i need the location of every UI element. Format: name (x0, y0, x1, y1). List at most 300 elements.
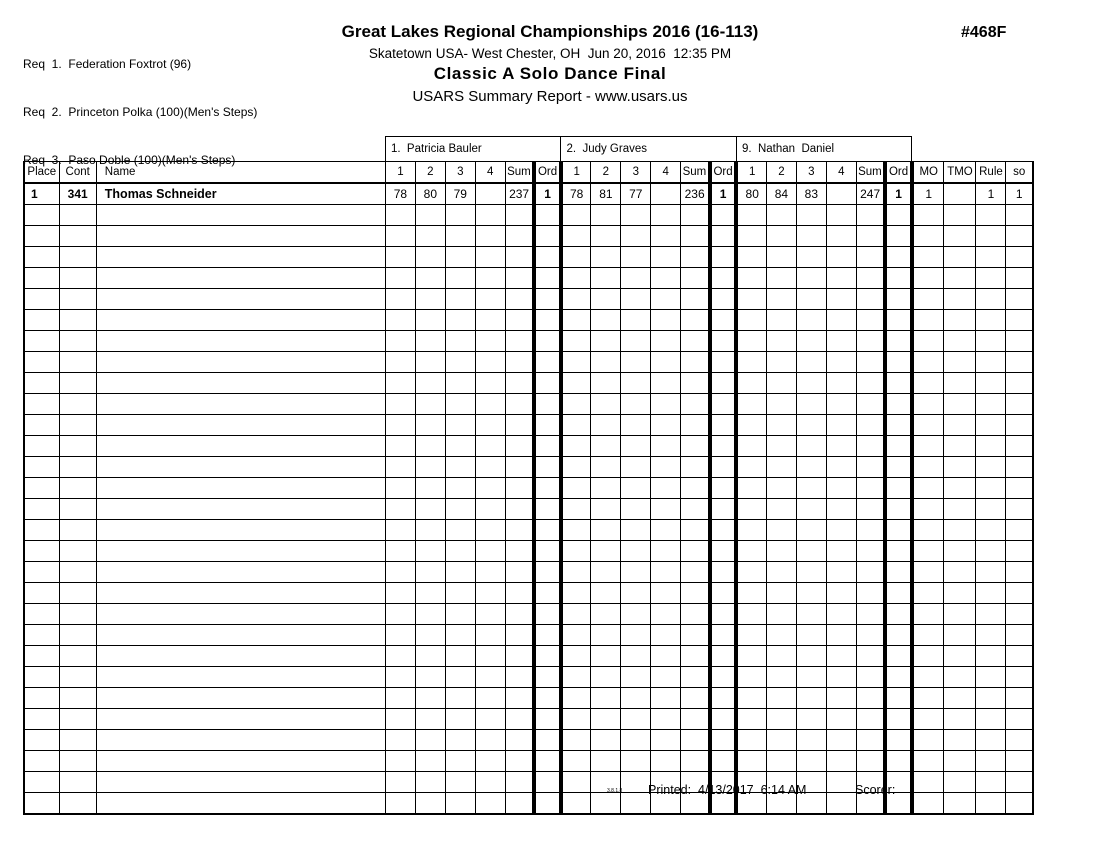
score-cell (385, 520, 415, 541)
column-header-score-3: 3 (796, 162, 826, 184)
name-cell (96, 268, 385, 289)
tmo-cell (944, 541, 976, 562)
sum-cell (856, 646, 885, 667)
name-cell: Thomas Schneider (96, 183, 385, 205)
name-cell (96, 352, 385, 373)
score-cell (796, 667, 826, 688)
ord-cell (885, 415, 912, 436)
place-cell (24, 331, 59, 352)
score-cell (621, 205, 651, 226)
score-cell (475, 499, 505, 520)
score-cell (415, 331, 445, 352)
score-cell (445, 247, 475, 268)
tmo-cell (944, 688, 976, 709)
place-cell (24, 772, 59, 793)
score-cell (385, 394, 415, 415)
score-cell (561, 352, 591, 373)
score-cell (445, 436, 475, 457)
score-cell (826, 289, 856, 310)
place-cell (24, 625, 59, 646)
score-cell (766, 310, 796, 331)
so-cell: 1 (1006, 183, 1033, 205)
score-cell (796, 604, 826, 625)
sum-cell (856, 604, 885, 625)
rule-cell (976, 499, 1006, 520)
score-cell (415, 604, 445, 625)
sum-cell (681, 226, 710, 247)
score-cell (475, 205, 505, 226)
score-cell (796, 688, 826, 709)
mo-cell (912, 499, 944, 520)
cont-cell (59, 478, 96, 499)
score-cell (475, 772, 505, 793)
score-cell (475, 478, 505, 499)
score-cell (651, 541, 681, 562)
cont-cell (59, 289, 96, 310)
score-cell (561, 730, 591, 751)
place-cell (24, 604, 59, 625)
score-cell (591, 520, 621, 541)
place-cell (24, 541, 59, 562)
empty-row (24, 415, 1033, 436)
score-cell (826, 730, 856, 751)
cont-cell (59, 583, 96, 604)
score-cell (475, 373, 505, 394)
score-cell (591, 352, 621, 373)
sum-cell (856, 436, 885, 457)
so-cell (1006, 310, 1033, 331)
rule-cell (976, 205, 1006, 226)
rule-cell (976, 373, 1006, 394)
score-cell (826, 268, 856, 289)
score-cell (445, 625, 475, 646)
score-cell (651, 583, 681, 604)
score-cell (415, 520, 445, 541)
ord-cell (885, 646, 912, 667)
tmo-cell (944, 667, 976, 688)
place-cell (24, 268, 59, 289)
sum-cell (681, 478, 710, 499)
column-header-score-2: 2 (415, 162, 445, 184)
rule-cell (976, 541, 1006, 562)
sum-cell (681, 205, 710, 226)
score-cell (826, 562, 856, 583)
score-cell: 83 (796, 183, 826, 205)
score-cell (475, 583, 505, 604)
name-cell (96, 436, 385, 457)
ord-cell (710, 583, 737, 604)
score-cell (561, 373, 591, 394)
score-cell (445, 226, 475, 247)
score-cell (445, 457, 475, 478)
tmo-cell (944, 394, 976, 415)
score-cell (796, 457, 826, 478)
title-block (0, 22, 1100, 105)
ord-cell (534, 310, 561, 331)
score-cell (445, 331, 475, 352)
score-cell (415, 394, 445, 415)
score-cell (591, 604, 621, 625)
score-cell (415, 499, 445, 520)
score-cell (826, 478, 856, 499)
ord-cell (534, 373, 561, 394)
score-cell (561, 772, 591, 793)
score-cell (651, 415, 681, 436)
ord-cell (534, 205, 561, 226)
footer-printed: Printed: 4/13/2017 6:14 AM (648, 783, 807, 797)
name-cell (96, 688, 385, 709)
place-cell (24, 310, 59, 331)
tmo-cell (944, 625, 976, 646)
sum-cell (505, 688, 534, 709)
sum-cell (505, 352, 534, 373)
score-cell (385, 772, 415, 793)
sum-cell (681, 331, 710, 352)
sum-cell (681, 583, 710, 604)
score-cell (591, 730, 621, 751)
requirement-item: Req 3. Paso Doble (100)(Men's Steps) (23, 153, 236, 167)
score-cell (651, 310, 681, 331)
ord-cell (710, 226, 737, 247)
score-cell (591, 373, 621, 394)
score-cell (736, 688, 766, 709)
score-cell (651, 183, 681, 205)
empty-row (24, 667, 1033, 688)
empty-row (24, 730, 1033, 751)
score-cell (385, 583, 415, 604)
cont-cell (59, 247, 96, 268)
ord-cell (885, 562, 912, 583)
ord-cell: 1 (885, 183, 912, 205)
mo-cell (912, 646, 944, 667)
score-cell (475, 667, 505, 688)
cont-cell (59, 793, 96, 815)
sum-cell: 236 (681, 183, 710, 205)
score-cell (796, 331, 826, 352)
score-cell (651, 394, 681, 415)
ord-cell (710, 520, 737, 541)
name-cell (96, 331, 385, 352)
score-cell (385, 793, 415, 815)
tmo-cell (944, 268, 976, 289)
ord-cell (710, 646, 737, 667)
sum-cell (681, 562, 710, 583)
column-header-score-3: 3 (621, 162, 651, 184)
score-cell (796, 478, 826, 499)
score-cell (651, 289, 681, 310)
rule-cell (976, 394, 1006, 415)
empty-row (24, 625, 1033, 646)
score-cell (736, 667, 766, 688)
name-cell (96, 583, 385, 604)
place-cell (24, 793, 59, 815)
sum-cell (856, 205, 885, 226)
ord-cell: 1 (710, 183, 737, 205)
so-cell (1006, 352, 1033, 373)
score-cell (796, 583, 826, 604)
name-cell (96, 772, 385, 793)
ord-cell (534, 730, 561, 751)
score-cell (826, 183, 856, 205)
score-cell (591, 562, 621, 583)
score-cell (621, 604, 651, 625)
score-cell (385, 289, 415, 310)
sum-cell (856, 373, 885, 394)
cont-cell (59, 268, 96, 289)
score-cell (475, 709, 505, 730)
mo-cell (912, 625, 944, 646)
sum-cell (681, 625, 710, 646)
score-cell (796, 520, 826, 541)
judge-name-cell: 9. Nathan Daniel (736, 137, 912, 162)
score-cell (415, 625, 445, 646)
rule-cell (976, 688, 1006, 709)
sum-cell (505, 268, 534, 289)
score-cell (621, 226, 651, 247)
mo-cell (912, 457, 944, 478)
score-cell (561, 646, 591, 667)
sum-cell: 237 (505, 183, 534, 205)
score-cell (621, 373, 651, 394)
cont-cell (59, 730, 96, 751)
mo-cell (912, 310, 944, 331)
score-cell (445, 373, 475, 394)
ord-cell (534, 772, 561, 793)
cont-cell (59, 352, 96, 373)
score-cell (445, 268, 475, 289)
name-cell (96, 457, 385, 478)
ord-cell (534, 646, 561, 667)
corner-spacer (912, 137, 1033, 162)
place-cell (24, 499, 59, 520)
cont-cell (59, 226, 96, 247)
score-cell (591, 268, 621, 289)
score-cell (766, 604, 796, 625)
score-cell (736, 625, 766, 646)
score-cell (445, 793, 475, 815)
score-cell (736, 583, 766, 604)
score-cell (651, 457, 681, 478)
ord-cell (534, 541, 561, 562)
sum-cell (505, 289, 534, 310)
sum-cell (856, 667, 885, 688)
place-cell (24, 436, 59, 457)
score-cell (475, 310, 505, 331)
ord-cell (710, 688, 737, 709)
empty-row (24, 373, 1033, 394)
rule-cell (976, 310, 1006, 331)
score-cell (561, 499, 591, 520)
score-cell (621, 394, 651, 415)
score-cell (385, 478, 415, 499)
score-cell (591, 331, 621, 352)
score-cell (826, 352, 856, 373)
empty-row (24, 394, 1033, 415)
sum-cell (505, 793, 534, 815)
score-cell (445, 352, 475, 373)
score-cell (651, 625, 681, 646)
score-cell (766, 247, 796, 268)
rule-cell (976, 520, 1006, 541)
score-cell (651, 226, 681, 247)
score-cell (621, 415, 651, 436)
sum-cell: 247 (856, 183, 885, 205)
event-name: Classic A Solo Dance Final (433, 64, 667, 83)
place-cell (24, 226, 59, 247)
ord-cell (710, 394, 737, 415)
score-cell (475, 625, 505, 646)
sum-cell (856, 247, 885, 268)
ord-cell (534, 478, 561, 499)
ord-cell (710, 604, 737, 625)
ord-cell (710, 541, 737, 562)
score-cell (826, 646, 856, 667)
score-cell (445, 583, 475, 604)
score-cell: 78 (385, 183, 415, 205)
score-cell (385, 541, 415, 562)
requirement-item: Req 2. Princeton Polka (100)(Men's Steps) (23, 105, 258, 119)
cont-cell (59, 688, 96, 709)
score-cell (591, 478, 621, 499)
sum-cell (505, 331, 534, 352)
score-cell (736, 646, 766, 667)
score-cell (736, 436, 766, 457)
score-cell (621, 310, 651, 331)
ord-cell (534, 751, 561, 772)
score-cell (415, 772, 445, 793)
so-cell (1006, 331, 1033, 352)
ord-cell (885, 226, 912, 247)
score-cell (826, 226, 856, 247)
score-cell (385, 709, 415, 730)
sum-cell (856, 688, 885, 709)
score-cell (651, 205, 681, 226)
sum-cell (856, 478, 885, 499)
tmo-cell (944, 730, 976, 751)
score-cell (415, 562, 445, 583)
score-cell (621, 730, 651, 751)
sum-cell (856, 709, 885, 730)
mo-cell (912, 205, 944, 226)
sum-cell (856, 499, 885, 520)
score-cell (736, 394, 766, 415)
score-cell (385, 268, 415, 289)
score-cell (826, 667, 856, 688)
place-cell (24, 646, 59, 667)
ord-cell (885, 604, 912, 625)
sum-cell (505, 625, 534, 646)
score-cell (561, 247, 591, 268)
cont-cell (59, 520, 96, 541)
so-cell (1006, 289, 1033, 310)
sum-cell (681, 310, 710, 331)
ord-cell (710, 499, 737, 520)
score-cell (621, 667, 651, 688)
score-cell (591, 667, 621, 688)
score-cell (591, 709, 621, 730)
score-cell (651, 646, 681, 667)
name-cell (96, 247, 385, 268)
sum-cell (681, 457, 710, 478)
score-cell (766, 520, 796, 541)
name-cell (96, 373, 385, 394)
sum-cell (505, 562, 534, 583)
score-cell (766, 205, 796, 226)
empty-row (24, 436, 1033, 457)
score-cell (445, 205, 475, 226)
score-cell (415, 583, 445, 604)
ord-cell (534, 520, 561, 541)
score-cell (796, 394, 826, 415)
score-cell (561, 415, 591, 436)
so-cell (1006, 394, 1033, 415)
score-cell (736, 541, 766, 562)
so-cell (1006, 709, 1033, 730)
empty-row (24, 646, 1033, 667)
score-cell (651, 730, 681, 751)
score-cell (385, 688, 415, 709)
score-cell (796, 562, 826, 583)
score-cell (766, 289, 796, 310)
mo-cell (912, 394, 944, 415)
ord-cell (885, 352, 912, 373)
empty-row (24, 310, 1033, 331)
sum-cell (681, 604, 710, 625)
name-cell (96, 289, 385, 310)
sum-cell (505, 499, 534, 520)
ord-cell (885, 688, 912, 709)
corner-spacer (24, 137, 385, 162)
ord-cell (710, 247, 737, 268)
mo-cell (912, 268, 944, 289)
sum-cell (856, 625, 885, 646)
score-cell (385, 310, 415, 331)
score-cell (591, 289, 621, 310)
score-cell (736, 289, 766, 310)
cont-cell (59, 499, 96, 520)
sum-cell (856, 289, 885, 310)
ord-cell (534, 226, 561, 247)
column-header-ord: Ord (885, 162, 912, 184)
empty-row (24, 205, 1033, 226)
sum-cell (681, 541, 710, 562)
score-cell (561, 583, 591, 604)
mo-cell (912, 709, 944, 730)
name-cell (96, 604, 385, 625)
empty-row (24, 331, 1033, 352)
score-cell (621, 625, 651, 646)
score-cell (826, 247, 856, 268)
score-cell: 80 (736, 183, 766, 205)
mo-cell (912, 415, 944, 436)
score-cell (385, 331, 415, 352)
score-cell (385, 205, 415, 226)
ord-cell (534, 268, 561, 289)
score-cell (561, 331, 591, 352)
name-cell (96, 793, 385, 815)
score-cell (445, 730, 475, 751)
ord-cell (710, 436, 737, 457)
tmo-cell (944, 751, 976, 772)
score-cell (621, 478, 651, 499)
score-cell (621, 562, 651, 583)
score-cell (766, 541, 796, 562)
score-cell (766, 688, 796, 709)
tmo-cell (944, 415, 976, 436)
score-cell (621, 541, 651, 562)
tmo-cell (944, 709, 976, 730)
score-cell (591, 394, 621, 415)
